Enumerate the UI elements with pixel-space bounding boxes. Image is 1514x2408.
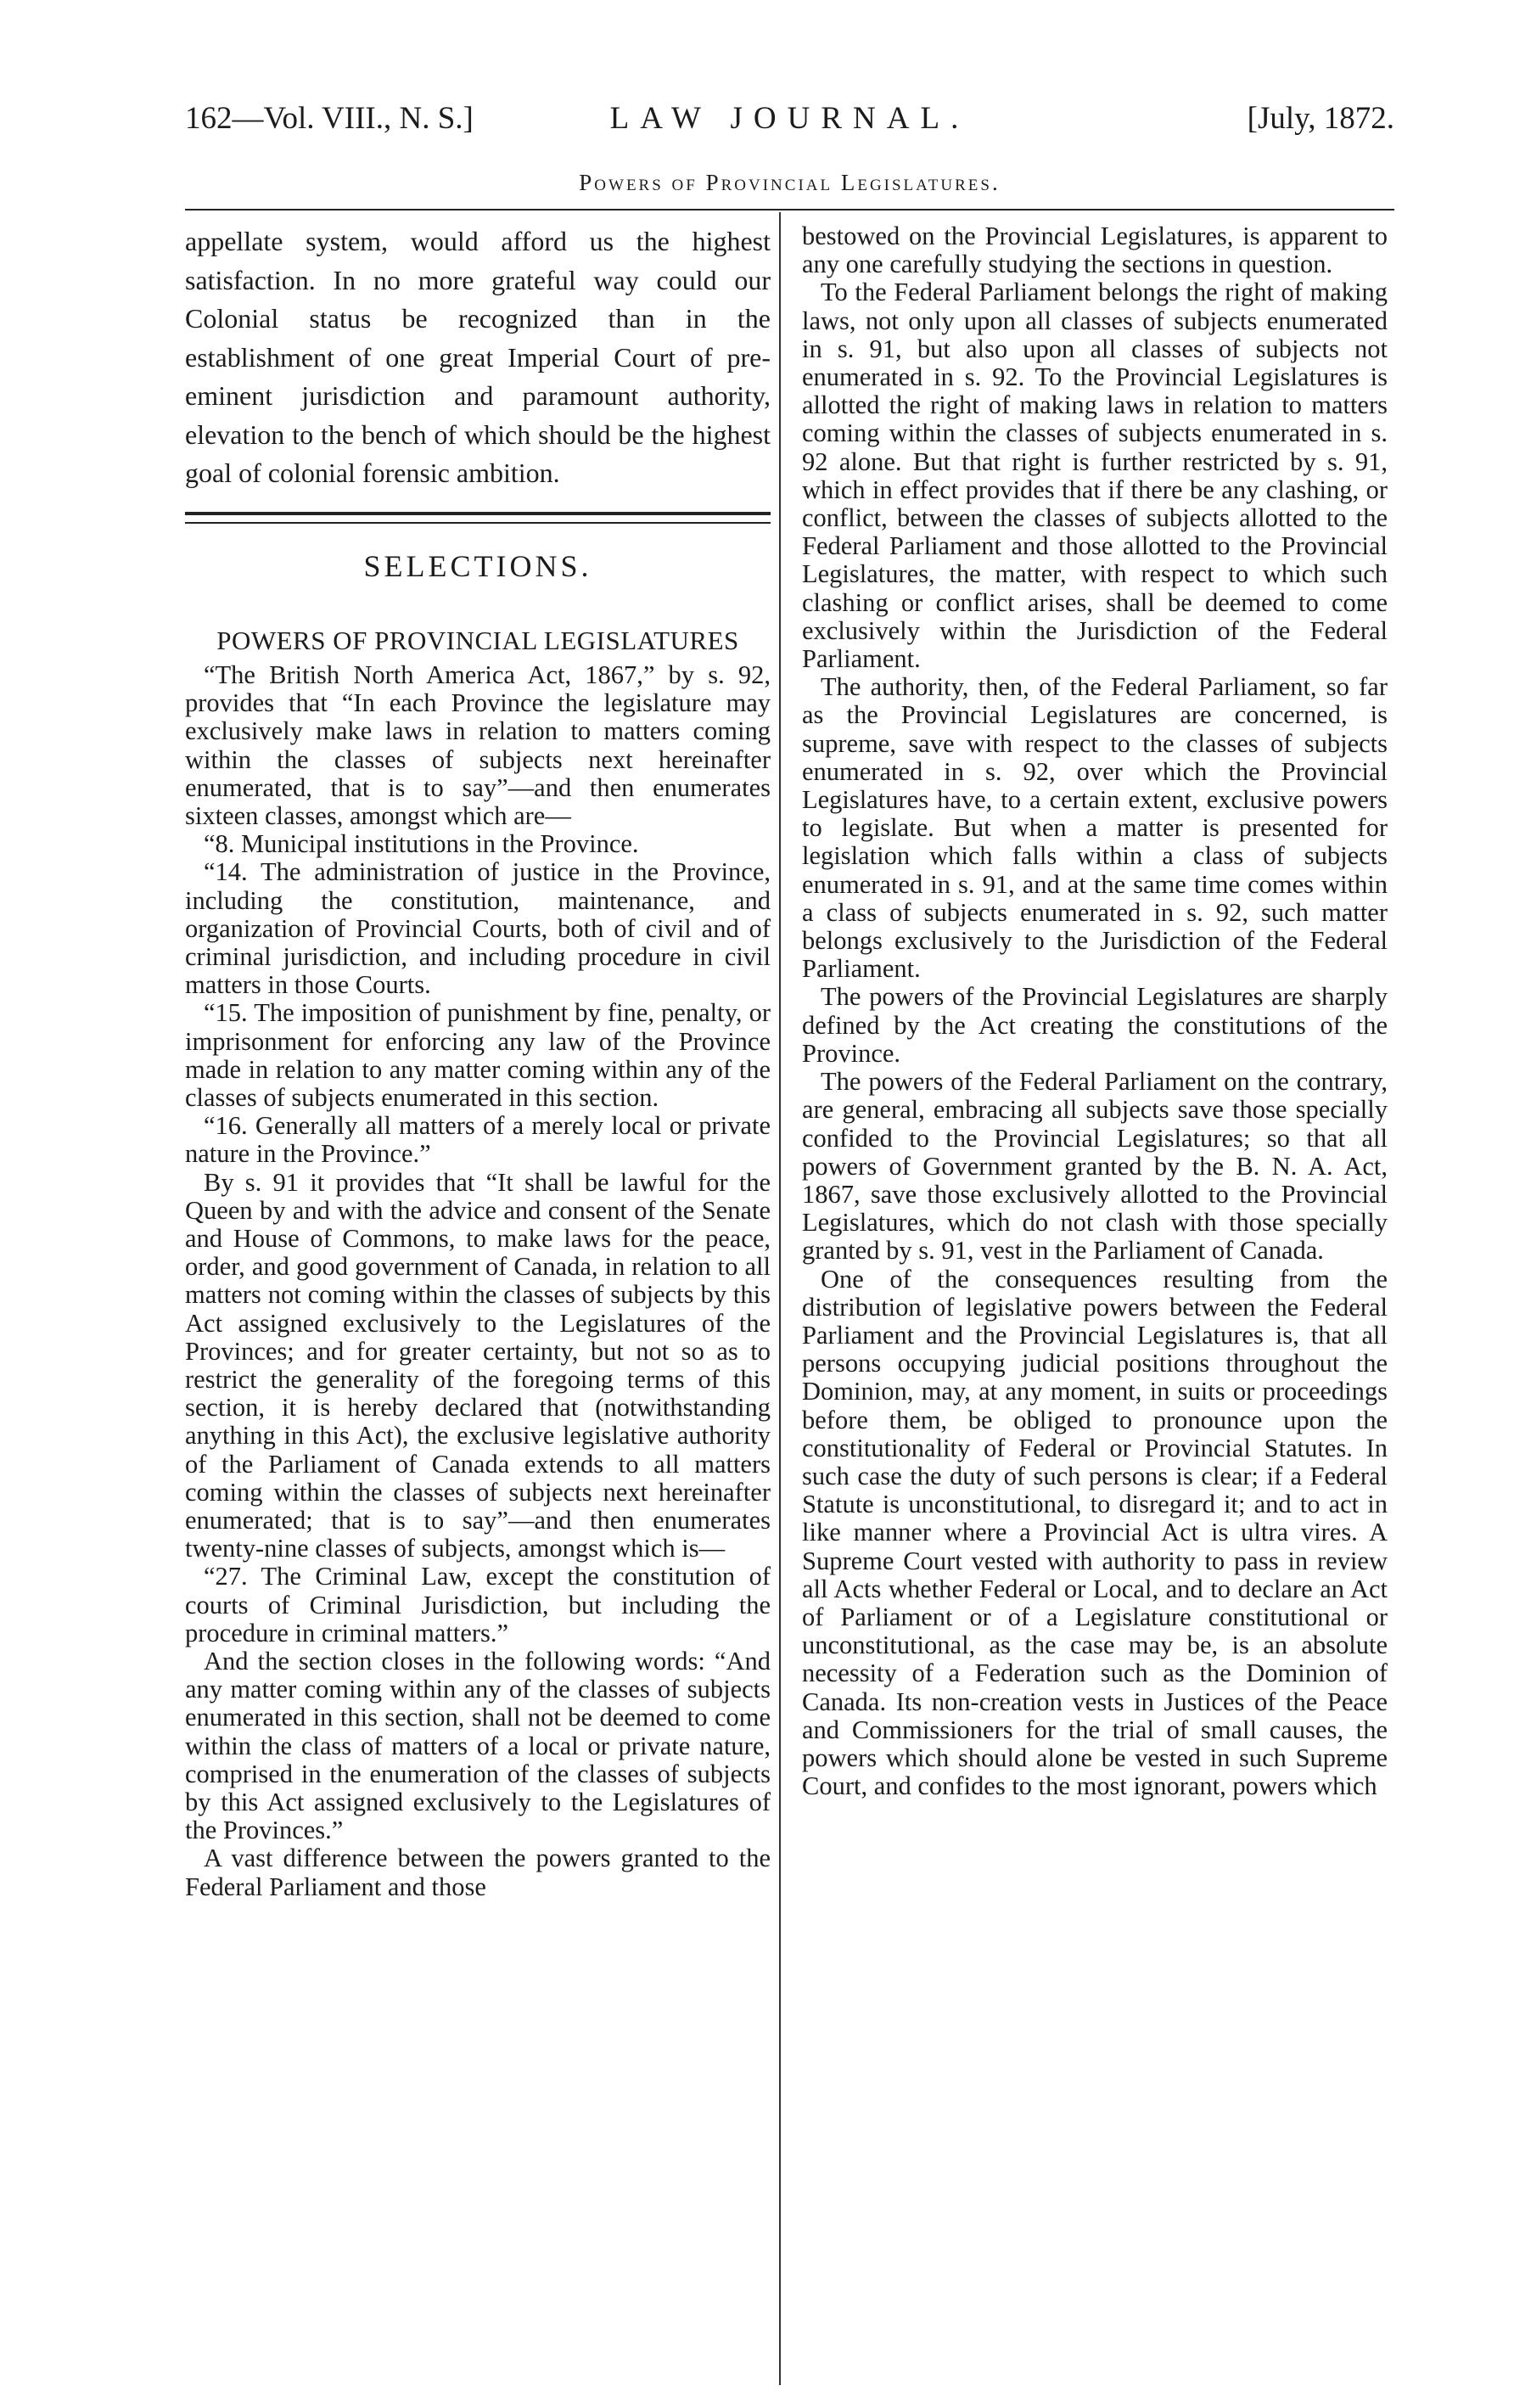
- paragraph: A vast difference between the powers granted to the Federal Parliament and those: [185, 1844, 771, 1901]
- left-column: [185, 222, 771, 1901]
- section-title: SELECTIONS.: [363, 548, 592, 583]
- intro-text: [185, 222, 771, 493]
- issue-date: [July, 1872.: [1247, 101, 1394, 136]
- intro-paragraph: appellate system, would afford us the highest satisfaction. In no more grateful way could our Colonial status be recognized than in the establishment of one great Imperial Court of pre-eminent jurisdiction and paramount authority, elevation to the bench of which should be the highest goal of colonial forensic ambition.: [185, 226, 771, 488]
- page-header: [185, 100, 1394, 143]
- paragraph: To the Federal Parliament belongs the right of making laws, not only upon all classes of subjects enumerated in s. 91, but also upon all classes of subjects not enumerated in s. 92. To the Provincial Legislatures is allotted the right of making laws in relation to matters coming within the classes of subjects enumerated in s. 92 alone. But that right is further restricted by s. 91, which in effect provides that if there be any clashing, or conflict, between the classes of subjects allotted to the Federal Parliament and those allotted to the Provincial Legislatures, the matter, with respect to which such clashing or conflict arises, shall be deemed to come exclusively within the Jurisdiction of the Federal Parliament.: [802, 278, 1388, 674]
- paragraph: And the section closes in the following words: “And any matter coming within any of the classes of subjects enumerated in this section, shall not be deemed to come within the class of matters of a local or private nature, comprised in the enumeration of the classes of subjects by this Act assigned exclusively to the Legislatures of the Provinces.”: [185, 1647, 771, 1845]
- paragraph: The powers of the Provincial Legislatures are sharply defined by the Act creating the constitutions of the Province.: [802, 982, 1388, 1068]
- column-divider: [779, 212, 781, 2385]
- paragraph: The authority, then, of the Federal Parliament, so far as the Provincial Legislatures are concerned, is supreme, save with respect to the classes of subjects enumerated in s. 92, over which the Provincial Legislatures have, to a certain extent, exclusive powers to legislate. But when a matter is presented for legislation which falls within a class of subjects enumerated in s. 91, and at the same time comes within a class of subjects enumerated in s. 92, such matter belongs exclusively to the Jurisdiction of the Federal Parliament.: [802, 672, 1388, 984]
- volume-label: 162—Vol. VIII., N. S.]: [185, 101, 474, 136]
- paragraph: “27. The Criminal Law, except the constitution of courts of Criminal Jurisdiction, but including the procedure in criminal matters.”: [185, 1562, 771, 1647]
- journal-title: LAW JOURNAL.: [609, 101, 970, 136]
- section-rule: [185, 512, 771, 524]
- paragraph: “14. The administration of justice in the Province, including the constitution, maintenance, and organization of Provincial Courts, both of civil and of criminal jurisdiction, and including procedure in civil matters in those Courts.: [185, 857, 771, 1000]
- header-rule: [185, 209, 1394, 210]
- paragraph: One of the consequences resulting from the distribution of legislative powers between the Federal Parliament and the Provincial Legislatures is, that all persons occupying judicial positions throughout the Dominion, may, at any moment, in suits or proceedings before them, be obliged to pronounce upon the constitutionality of Federal or Provincial Statutes. In such case the duty of such persons is clear; if a Federal Statute is unconstitutional, to disregard it; and to act in like manner where a Provincial Act is ultra vires. A Supreme Court vested with authority to pass in review all Acts whether Federal or Local, and to declare an Act of Parliament or of a Legislature constitutional or unconstitutional, as the case may be, is an absolute necessity of a Federation such as the Dominion of Canada. Its non-creation vests in Justices of the Peace and Commissioners for the trial of small causes, the powers which should alone be vested in such Supreme Court, and confides to the most ignorant, powers which: [802, 1264, 1388, 1801]
- paragraph: “16. Generally all matters of a merely local or private nature in the Province.”: [185, 1111, 771, 1169]
- article-title: POWERS OF PROVINCIAL LEGISLATURES: [216, 625, 739, 655]
- paragraph: The powers of the Federal Parliament on the contrary, are general, embracing all subjects save those specially confided to the Provincial Legislatures; so that all powers of Government granted by the B. N. A. Act, 1867, save those exclusively allotted to the Provincial Legislatures, which do not clash with those specially granted by s. 91, vest in the Parliament of Canada.: [802, 1067, 1388, 1266]
- right-column: [802, 222, 1388, 1800]
- paragraph: bestowed on the Provincial Legislatures, is apparent to any one carefully studying the sections in question.: [802, 222, 1388, 279]
- running-title: Powers of Provincial Legislatures.: [579, 170, 1001, 195]
- paragraph: By s. 91 it provides that “It shall be lawful for the Queen by and with the advice and consent of the Senate and House of Commons, to make laws for the peace, order, and good government of Canada, in relation to all matters not coming within the classes of subjects by this Act assigned exclusively to the Legislatures of the Provinces; and for greater certainty, but not so as to restrict the generality of the foregoing terms of this section, it is hereby declared that (notwithstanding anything in this Act), the exclusive legislative authority of the Parliament of Canada extends to all matters coming within the classes of subjects next hereinafter enumerated; that is to say”—and then enumerates twenty-nine classes of subjects, amongst which is—: [185, 1167, 771, 1563]
- paragraph: “The British North America Act, 1867,” by s. 92, provides that “In each Province the legislature may exclusively make laws in relation to matters coming within the classes of subjects next hereinafter enumerated, that is to say”—and then enumerates sixteen classes, amongst which are—: [185, 660, 771, 830]
- paragraph: “15. The imposition of punishment by fine, penalty, or imprisonment for enforcing any law of the Province made in relation to any matter coming within any of the classes of subjects enumerated in this section.: [185, 998, 771, 1112]
- paragraph: “8. Municipal institutions in the Province.: [204, 829, 639, 859]
